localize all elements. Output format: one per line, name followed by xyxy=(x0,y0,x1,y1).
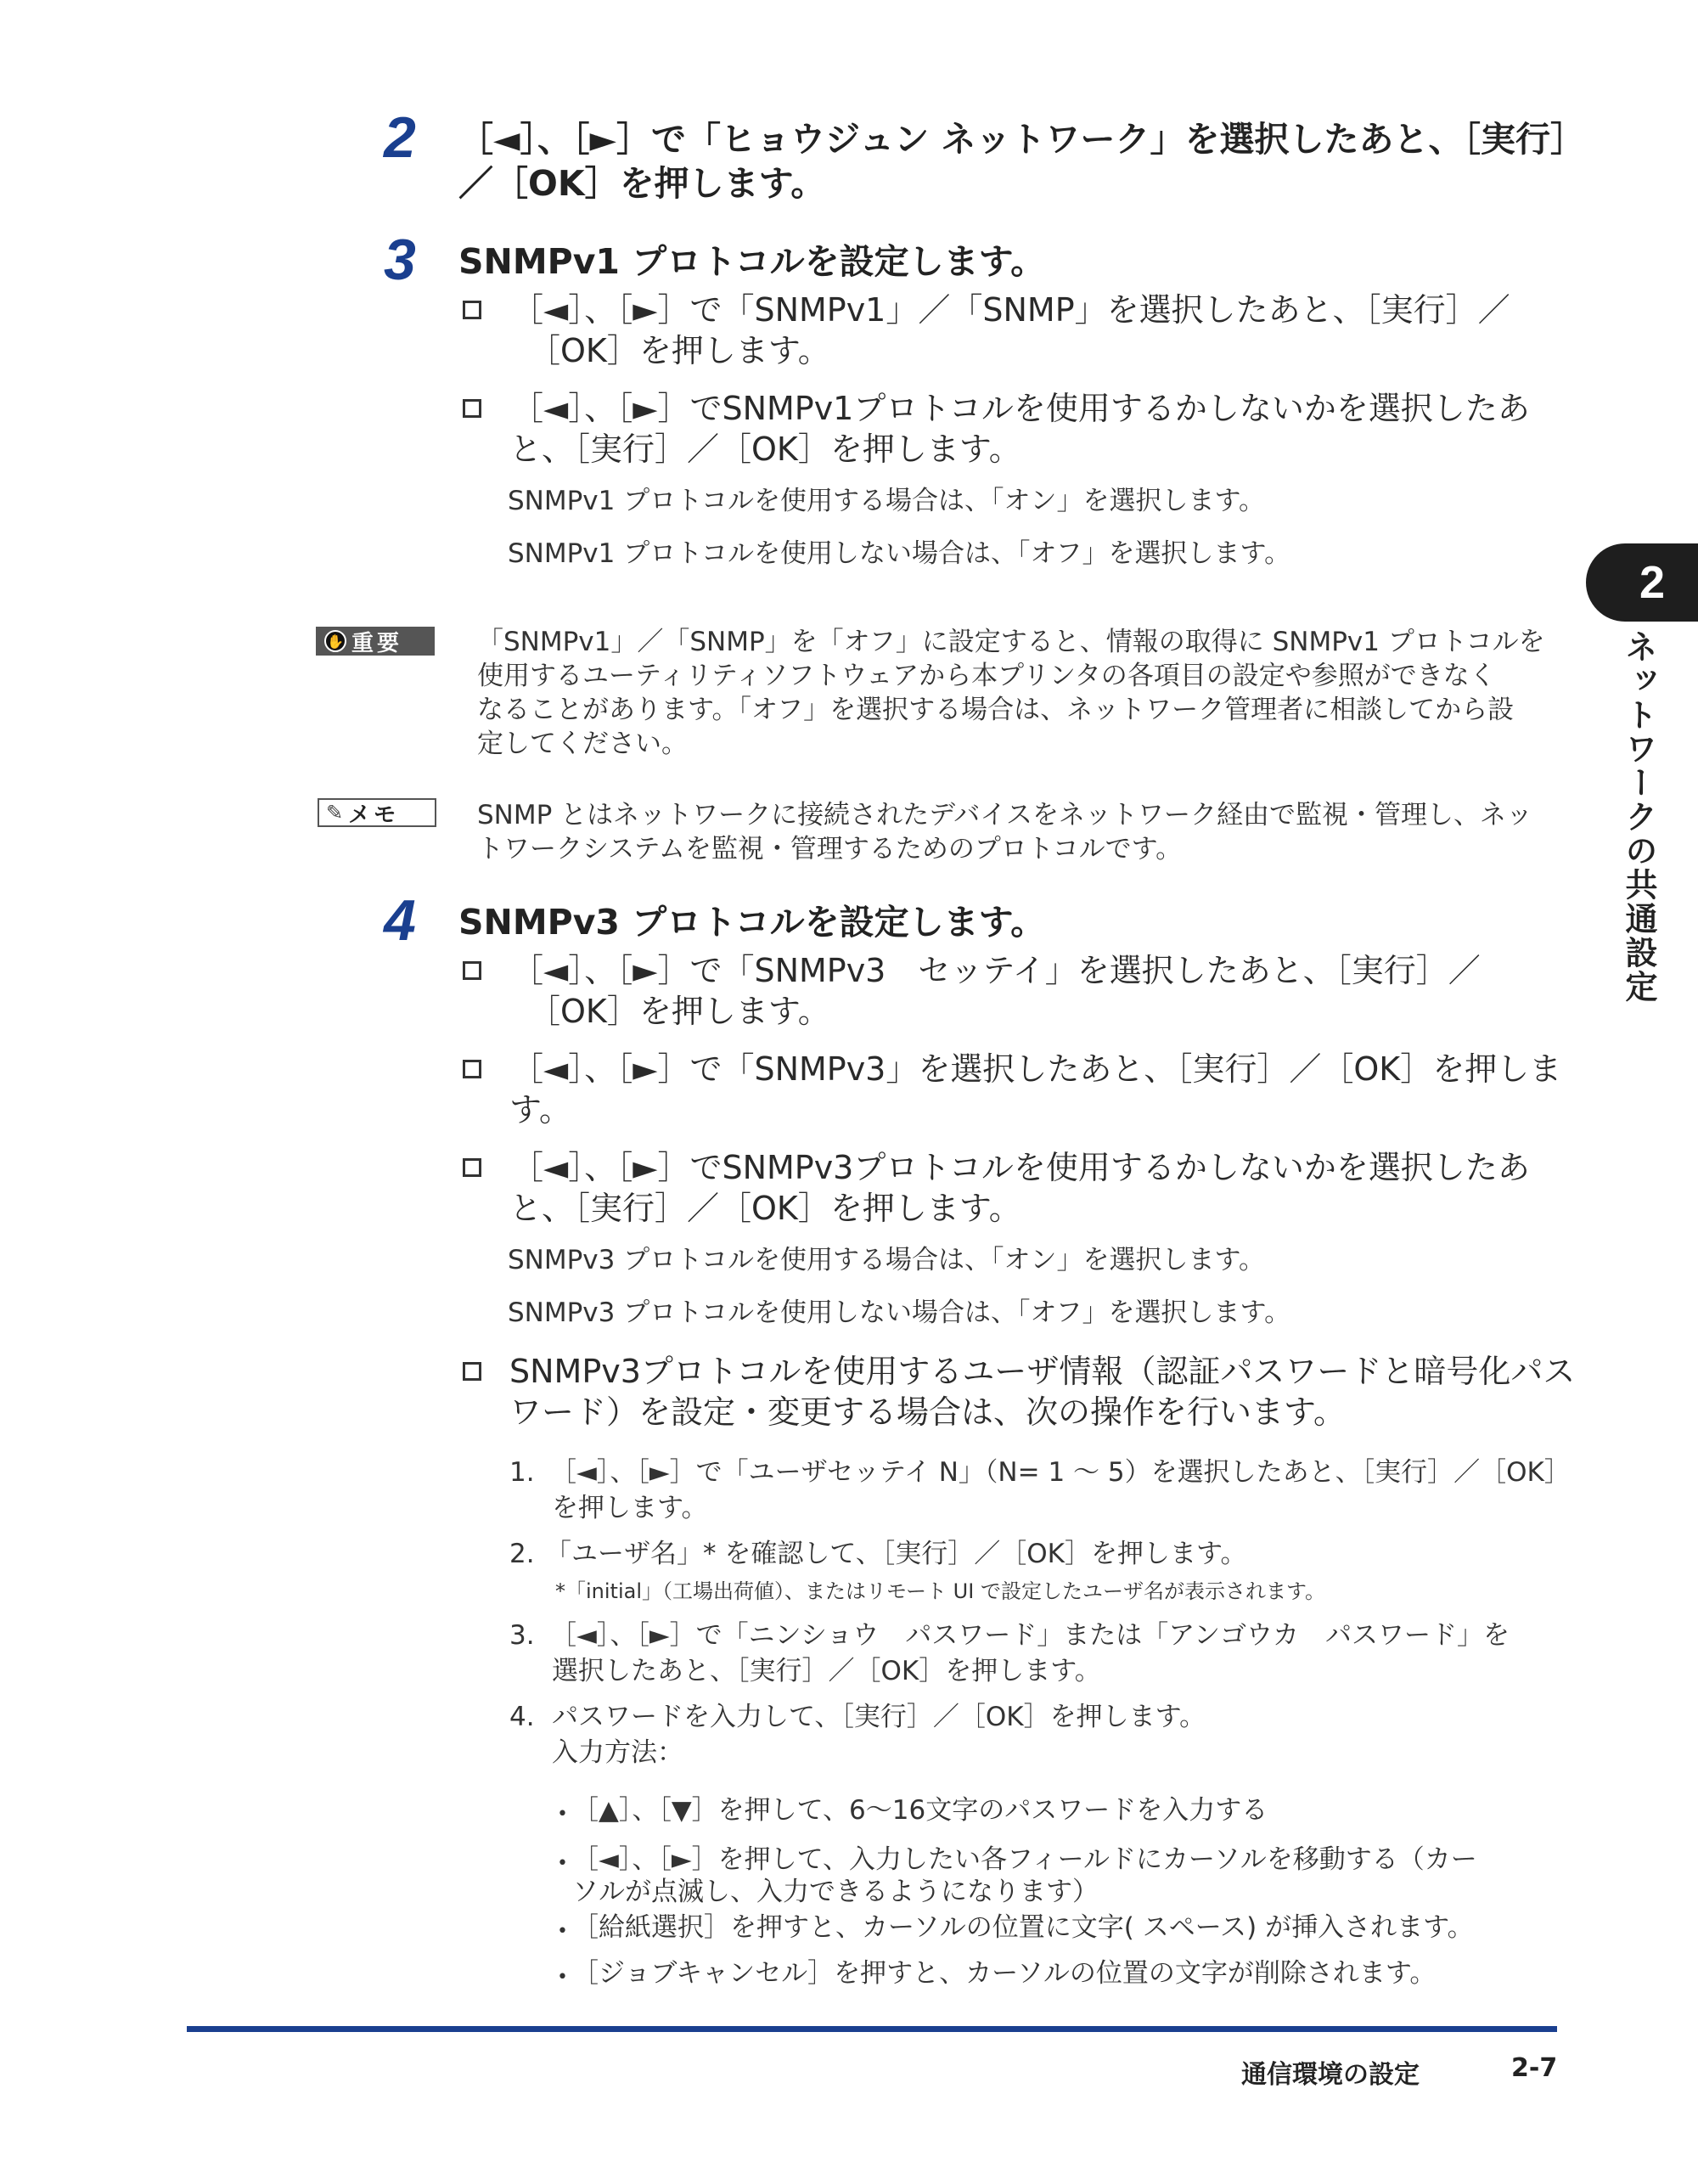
bullet-icon: • xyxy=(557,1921,568,1942)
hand-stop-icon: ✋ xyxy=(324,630,346,652)
important-text-line-3: なることがあります。「オフ」を選択する場合は、ネットワーク管理者に相談してから設 xyxy=(477,695,1515,725)
footer-page-number: 2-7 xyxy=(1511,2053,1558,2083)
footer-rule xyxy=(187,2026,1557,2032)
bullet-2-line-2: ソルが点滅し、入力できるようになります） xyxy=(572,1877,1099,1907)
memo-tag xyxy=(318,798,436,827)
step-3-item-2-line-2: と、［実行］／［OK］を押します。 xyxy=(509,431,1021,468)
step-number-2: 2 xyxy=(384,105,416,170)
checkbox-icon xyxy=(463,301,481,319)
substep-3-line-2: 選択したあと、［実行］／［OK］を押します。 xyxy=(552,1656,1101,1686)
chapter-title-vertical: ネットワークの共通設定 xyxy=(1620,630,1657,1004)
bullet-4-line-1: ［ジョブキャンセル］を押すと、カーソルの位置の文字が削除されます。 xyxy=(572,1958,1437,1989)
substep-4-number: 4. xyxy=(509,1702,535,1732)
memo-text-line-2: トワークシステムを監視・管理するためのプロトコルです。 xyxy=(477,834,1183,864)
step-4-item-1-line-2: ［OK］を押します。 xyxy=(528,993,830,1030)
checkbox-icon xyxy=(463,1362,481,1381)
substep-3-number: 3. xyxy=(509,1620,535,1651)
substep-2-footnote: *「initial」（工場出荷値）、またはリモート UI で設定したユーザ名が表示されます。 xyxy=(555,1579,1326,1603)
step-4-title: SNMPv3 プロトコルを設定します。 xyxy=(458,902,1046,943)
substep-3-line-1: ［◄］、［►］で「ニンショウ パスワード」または「アンゴウカ パスワード」を xyxy=(550,1620,1510,1651)
important-text-line-1: 「SNMPv1」／「SNMP」を「オフ」に設定すると、情報の取得に SNMPv1 プロトコルを xyxy=(477,627,1545,657)
step-3-item-2-line-1: ［◄］、［►］でSNMPv1プロトコルを使用するかしないかを選択したあ xyxy=(511,390,1530,427)
step-2-heading-line-1: ［◄］、［►］で「ヒョウジュン ネットワーク」を選択したあと、［実行］ xyxy=(458,119,1586,160)
substep-1-line-1: ［◄］、［►］で「ユーザセッテイ N」（N= 1 ～ 5）を選択したあと、［実行］／［OK］ xyxy=(550,1457,1571,1488)
substep-2-number: 2. xyxy=(509,1539,535,1569)
chapter-tab xyxy=(1586,543,1698,622)
pencil-icon: ✎ xyxy=(326,801,344,825)
checkbox-icon xyxy=(463,1158,481,1177)
memo-label: メモ xyxy=(348,802,400,828)
step-number-3: 3 xyxy=(384,228,416,292)
memo-text-line-1: SNMP とはネットワークに接続されたデバイスをネットワーク経由で監視・管理し、ネッ xyxy=(477,800,1532,830)
important-text-line-2: 使用するユーティリティソフトウェアから本プリンタの各項目の設定や参照ができなく xyxy=(477,661,1496,691)
step-number-4: 4 xyxy=(384,888,416,953)
bullet-1-line-1: ［▲］、［▼］を押して、6～16文字のパスワードを入力する xyxy=(572,1795,1268,1826)
step-3-item-1-line-2: ［OK］を押します。 xyxy=(528,332,830,369)
bullet-icon: • xyxy=(557,1804,568,1825)
substep-1-line-2: を押します。 xyxy=(552,1493,708,1523)
bullet-3-line-1: ［給紙選択］を押すと、カーソルの位置に文字( スペース) が挿入されます。 xyxy=(572,1912,1474,1943)
substep-2-line-1: 「ユーザ名」* を確認して、［実行］／［OK］を押します。 xyxy=(545,1539,1247,1569)
substep-1-number: 1. xyxy=(509,1457,535,1488)
step-4-item-1-line-1: ［◄］、［►］で「SNMPv3 セッテイ」を選択したあと、［実行］／ xyxy=(511,952,1481,989)
step-3-note-off: SNMPv1 プロトコルを使用しない場合は、「オフ」を選択します。 xyxy=(508,538,1291,569)
chapter-number: 2 xyxy=(1639,557,1666,608)
checkbox-icon xyxy=(463,1060,481,1078)
step-3-item-1-line-1: ［◄］、［►］で「SNMPv1」／「SNMP」を選択したあと、［実行］／ xyxy=(511,291,1510,329)
step-4-note-on: SNMPv3 プロトコルを使用する場合は、「オン」を選択します。 xyxy=(508,1245,1266,1275)
checkbox-icon xyxy=(463,399,481,418)
bullet-icon: • xyxy=(557,1967,568,1988)
step-4-item-3-line-1: ［◄］、［►］でSNMPv3プロトコルを使用するかしないかを選択したあ xyxy=(511,1149,1530,1186)
step-4-item-4-line-2: ワード）を設定・変更する場合は、次の操作を行います。 xyxy=(509,1393,1346,1431)
bullet-icon: • xyxy=(557,1853,568,1874)
step-4-item-2-line-1: ［◄］、［►］で「SNMPv3」を選択したあと、［実行］／［OK］を押しま xyxy=(511,1050,1562,1088)
substep-4-line-1: パスワードを入力して、［実行］／［OK］を押します。 xyxy=(552,1702,1206,1732)
step-3-title: SNMPv1 プロトコルを設定します。 xyxy=(458,241,1046,282)
important-label: 重要 xyxy=(351,630,403,656)
step-4-note-off: SNMPv3 プロトコルを使用しない場合は、「オフ」を選択します。 xyxy=(508,1297,1291,1328)
footer-section-title: 通信環境の設定 xyxy=(1241,2060,1420,2090)
step-4-item-2-line-2: す。 xyxy=(509,1091,571,1129)
step-4-item-4-line-1: SNMPv3プロトコルを使用するユーザ情報（認証パスワードと暗号化パス xyxy=(509,1353,1576,1390)
substep-4-line-2: 入力方法： xyxy=(552,1737,683,1768)
bullet-2-line-1: ［◄］、［►］を押して、入力したい各フィールドにカーソルを移動する（カー xyxy=(572,1844,1477,1875)
important-text-line-4: 定してください。 xyxy=(477,729,688,759)
checkbox-icon xyxy=(463,961,481,980)
step-4-item-3-line-2: と、［実行］／［OK］を押します。 xyxy=(509,1190,1021,1227)
step-3-note-on: SNMPv1 プロトコルを使用する場合は、「オン」を選択します。 xyxy=(508,486,1266,516)
step-2-heading-line-2: ／［OK］を押します。 xyxy=(458,163,826,204)
important-tag xyxy=(316,627,435,656)
